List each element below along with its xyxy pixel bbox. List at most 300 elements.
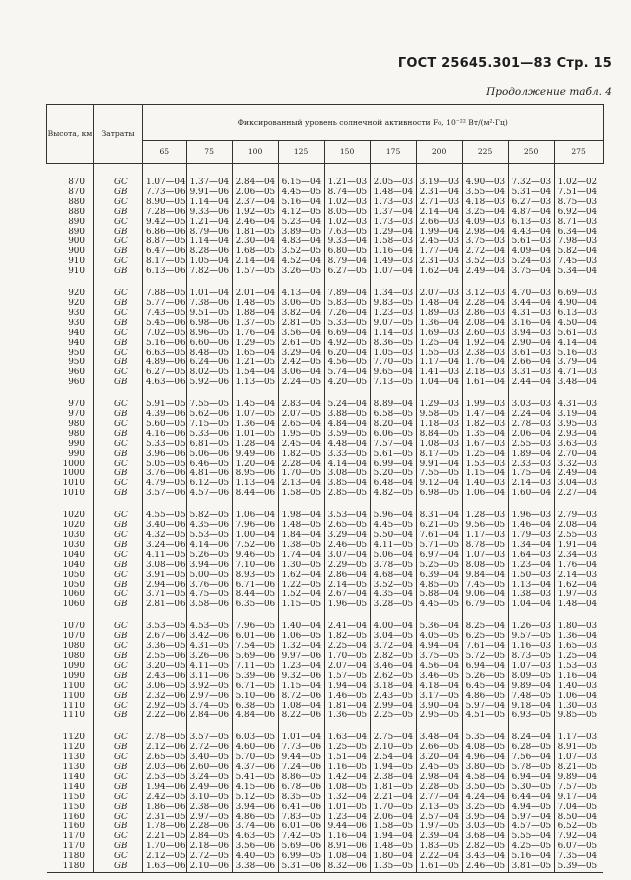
- value-cell: 3.40—05: [186, 753, 232, 763]
- value-cell: 4.31—03: [554, 400, 603, 410]
- value-cell: 4.45—05: [416, 600, 462, 610]
- value-cell: 6.47—06: [143, 247, 187, 257]
- value-cell: 3.40—06: [143, 521, 187, 531]
- value-cell: 2.14—03: [508, 479, 554, 489]
- value-cell: 5.16—03: [554, 349, 603, 359]
- altitude-cell: 1010: [62, 479, 85, 489]
- value-cell: 3.52—03: [462, 257, 508, 267]
- cost-cell: GC: [94, 551, 143, 561]
- value-cell: 3.18—04: [370, 682, 416, 692]
- value-cell: 3.33—05: [324, 450, 370, 460]
- value-cell: 4.51—05: [462, 711, 508, 721]
- altitude-cell: 940: [68, 328, 85, 338]
- value-cell: 4.53—05: [186, 622, 232, 632]
- value-cell: 1.06—04: [462, 489, 508, 499]
- value-cell: 3.44—04: [508, 299, 554, 309]
- value-cell: 2.14—05: [324, 581, 370, 591]
- value-cell: 1.29—05: [232, 339, 278, 349]
- value-cell: 6.97—04: [416, 551, 462, 561]
- value-cell: 2.55—03: [508, 440, 554, 450]
- value-cell: 4.25—05: [508, 842, 554, 852]
- value-cell: 1.62—04: [554, 581, 603, 591]
- value-cell: 1.67—03: [462, 440, 508, 450]
- table-row: [47, 329, 604, 339]
- value-cell: 3.94—06: [186, 561, 232, 571]
- value-cell: 3.29—04: [278, 349, 324, 359]
- value-cell: 1.40—04: [278, 622, 324, 632]
- value-cell: 2.28—04: [462, 299, 508, 309]
- value-cell: 1.26—03: [508, 622, 554, 632]
- table-row: [47, 368, 604, 378]
- value-cell: 8.73—05: [508, 652, 554, 662]
- value-cell: 1.04—04: [508, 600, 554, 610]
- value-cell: 2.70—04: [554, 450, 603, 460]
- value-cell: 4.13—04: [278, 289, 324, 299]
- value-cell: 6.27—03: [508, 198, 554, 208]
- value-cell: 8.79—04: [324, 257, 370, 267]
- value-cell: 7.92—04: [554, 832, 603, 842]
- altitude-cell: 1050: [62, 580, 85, 590]
- value-cell: 1.21—05: [232, 358, 278, 368]
- value-cell: 1.94—06: [143, 783, 187, 793]
- cost-cell: GB: [94, 410, 143, 420]
- value-cell: 1.70—06: [143, 842, 187, 852]
- altitude-cell: 980: [68, 419, 85, 429]
- value-cell: 4.15—06: [232, 783, 278, 793]
- value-cell: 4.31—05: [186, 642, 232, 652]
- value-cell: 3.31—03: [508, 368, 554, 378]
- value-cell: 2.43—06: [143, 672, 187, 682]
- value-cell: 1.48—04: [554, 600, 603, 610]
- value-cell: 5.24—04: [324, 400, 370, 410]
- table-row: [47, 489, 604, 499]
- value-cell: 1.13—04: [232, 479, 278, 489]
- table-row: [47, 257, 604, 267]
- flux-level-header: 125: [278, 141, 324, 164]
- value-cell: 2.98—04: [462, 228, 508, 238]
- value-cell: 1.91—04: [554, 541, 603, 551]
- value-cell: 7.96—05: [232, 622, 278, 632]
- flux-level-header: 175: [370, 141, 416, 164]
- value-cell: 4.35—06: [186, 521, 232, 531]
- value-cell: 2.21—05: [143, 832, 187, 842]
- value-cell: 5.16—06: [143, 339, 187, 349]
- value-cell: 3.24—06: [143, 541, 187, 551]
- value-cell: 3.56—06: [232, 842, 278, 852]
- cost-cell: GB: [94, 299, 143, 309]
- value-cell: 1.06—04: [232, 511, 278, 521]
- value-cell: 2.78—03: [508, 420, 554, 430]
- value-cell: 3.75—03: [462, 237, 508, 247]
- value-cell: 5.33—05: [324, 319, 370, 329]
- value-cell: 2.93—04: [554, 430, 603, 440]
- altitude-cell: 990: [68, 439, 85, 449]
- value-cell: 1.02—03: [324, 198, 370, 208]
- value-cell: 2.81—05: [278, 319, 324, 329]
- value-cell: 1.23—04: [278, 662, 324, 672]
- altitude-cell: 910: [68, 267, 85, 277]
- value-cell: 1.77—04: [416, 247, 462, 257]
- value-cell: 4.11—05: [370, 541, 416, 551]
- value-cell: 3.19—04: [554, 410, 603, 420]
- cost-cell: GC: [94, 460, 143, 470]
- value-cell: 7.52—06: [232, 541, 278, 551]
- cost-cell: GB: [94, 672, 143, 682]
- cost-cell: GB: [94, 541, 143, 551]
- cost-cell: GB: [94, 247, 143, 257]
- table-row: [47, 339, 604, 349]
- value-cell: 2.28—05: [416, 783, 462, 793]
- value-cell: 1.55—03: [416, 349, 462, 359]
- value-cell: 4.35—04: [370, 590, 416, 600]
- value-cell: 1.02—02: [554, 178, 603, 188]
- value-cell: 2.07—04: [324, 662, 370, 672]
- value-cell: 2.30—04: [232, 237, 278, 247]
- cost-cell: GB: [94, 652, 143, 662]
- value-cell: 7.70—05: [370, 358, 416, 368]
- value-cell: 2.29—05: [324, 561, 370, 571]
- value-cell: 3.75—05: [416, 652, 462, 662]
- value-cell: 7.63—05: [324, 228, 370, 238]
- value-cell: 3.03—05: [462, 822, 508, 832]
- altitude-cell: 1140: [62, 782, 85, 792]
- table-row: [47, 511, 604, 521]
- altitude-cell: 900: [68, 237, 85, 247]
- cost-cell: GB: [94, 450, 143, 460]
- value-cell: 3.24—05: [186, 773, 232, 783]
- value-cell: 1.36—04: [232, 420, 278, 430]
- value-cell: 8.75—03: [554, 198, 603, 208]
- value-cell: 6.34—04: [554, 228, 603, 238]
- table-row: [47, 218, 604, 228]
- value-cell: 2.49—04: [462, 267, 508, 277]
- value-cell: 2.79—03: [554, 511, 603, 521]
- value-cell: 6.12—05: [186, 479, 232, 489]
- value-cell: 2.98—04: [416, 773, 462, 783]
- value-cell: 4.55—05: [143, 511, 187, 521]
- altitude-cell: 1100: [62, 681, 85, 691]
- value-cell: 6.38—05: [232, 702, 278, 712]
- value-cell: 3.03—03: [508, 400, 554, 410]
- value-cell: 1.80—04: [370, 852, 416, 862]
- altitude-cell: 920: [68, 289, 85, 299]
- altitude-cell: 870: [68, 187, 85, 197]
- value-cell: 3.43—04: [462, 852, 508, 862]
- altitude-cell: 1030: [62, 531, 85, 540]
- value-cell: 5.12—05: [232, 793, 278, 803]
- value-cell: 3.16—04: [508, 319, 554, 329]
- cost-cell: GB: [94, 822, 143, 832]
- value-cell: 1.15—04: [278, 682, 324, 692]
- value-cell: 2.12—05: [143, 852, 187, 862]
- value-cell: 8.25—04: [462, 622, 508, 632]
- value-cell: 4.84—04: [324, 420, 370, 430]
- value-cell: 6.07—05: [554, 842, 603, 852]
- value-cell: 5.16—04: [278, 198, 324, 208]
- value-cell: 1.68—05: [232, 247, 278, 257]
- value-cell: 7.55—05: [416, 469, 462, 479]
- value-cell: 1.36—04: [416, 319, 462, 329]
- value-cell: 1.51—04: [324, 753, 370, 763]
- value-cell: 5.55—04: [508, 832, 554, 842]
- table-row: [47, 430, 604, 440]
- value-cell: 2.53—05: [143, 773, 187, 783]
- value-cell: 5.36—04: [416, 622, 462, 632]
- value-cell: 2.42—05: [143, 793, 187, 803]
- cost-cell: GB: [94, 228, 143, 238]
- value-cell: 3.79—04: [554, 358, 603, 368]
- value-cell: 8.79—06: [186, 228, 232, 238]
- value-cell: 6.35—06: [232, 600, 278, 610]
- value-cell: 1.35—04: [462, 430, 508, 440]
- value-cell: 8.72—06: [278, 692, 324, 702]
- value-cell: 3.55—04: [462, 188, 508, 198]
- table-row: [47, 571, 604, 581]
- altitude-cell: 1130: [62, 763, 85, 773]
- value-cell: 1.54—04: [232, 368, 278, 378]
- value-cell: 6.39—04: [416, 571, 462, 581]
- value-cell: 3.20—05: [143, 662, 187, 672]
- value-cell: 2.07—03: [416, 289, 462, 299]
- value-cell: 4.32—05: [143, 531, 187, 541]
- altitude-cell: 960: [68, 378, 85, 388]
- altitude-cell: 960: [68, 368, 85, 378]
- value-cell: 8.24—04: [508, 733, 554, 743]
- value-cell: 7.57—05: [554, 783, 603, 793]
- value-cell: 3.04—03: [554, 479, 603, 489]
- value-cell: 5.82—04: [554, 247, 603, 257]
- table-row: [47, 208, 604, 218]
- value-cell: 1.36—04: [554, 632, 603, 642]
- value-cell: 5.45—06: [143, 319, 187, 329]
- altitude-cell: 1180: [62, 852, 85, 862]
- value-cell: 4.00—04: [370, 622, 416, 632]
- value-cell: 1.60—04: [508, 489, 554, 499]
- value-cell: 7.13—05: [370, 378, 416, 388]
- value-cell: 7.61—04: [462, 642, 508, 652]
- value-cell: 4.58—04: [462, 773, 508, 783]
- cost-cell: GB: [94, 430, 143, 440]
- group-spacer: [47, 499, 604, 511]
- value-cell: 1.06—05: [278, 632, 324, 642]
- value-cell: 4.79—05: [143, 479, 187, 489]
- value-cell: 8.02—05: [186, 368, 232, 378]
- value-cell: 5.96—04: [370, 511, 416, 521]
- value-cell: 1.46—04: [508, 521, 554, 531]
- value-cell: 2.49—06: [186, 783, 232, 793]
- value-cell: 1.16—03: [508, 642, 554, 652]
- altitude-cell: 910: [68, 257, 85, 267]
- value-cell: 3.80—05: [462, 763, 508, 773]
- value-cell: 4.86—05: [232, 813, 278, 823]
- cost-cell: GB: [94, 489, 143, 499]
- value-cell: 7.15—05: [186, 420, 232, 430]
- table-row: [47, 228, 604, 238]
- value-cell: 2.62—05: [370, 672, 416, 682]
- value-cell: 2.86—04: [324, 571, 370, 581]
- table-row: [47, 862, 604, 872]
- value-cell: 4.96—04: [462, 753, 508, 763]
- value-cell: 2.61—05: [278, 339, 324, 349]
- value-cell: 1.38—05: [278, 541, 324, 551]
- value-cell: 9.58—05: [416, 410, 462, 420]
- value-cell: 5.60—05: [143, 420, 187, 430]
- value-cell: 1.15—04: [462, 469, 508, 479]
- flux-level-header: 250: [508, 141, 554, 164]
- value-cell: 8.08—05: [462, 561, 508, 571]
- cost-cell: GC: [94, 178, 143, 188]
- value-cell: 2.71—03: [416, 198, 462, 208]
- cost-cell: GC: [94, 622, 143, 632]
- table-row: [47, 299, 604, 309]
- value-cell: 1.06—04: [554, 692, 603, 702]
- value-cell: 1.14—03: [370, 329, 416, 339]
- value-cell: 1.04—04: [416, 378, 462, 388]
- table-row: [47, 822, 604, 832]
- value-cell: 8.20—04: [370, 420, 416, 430]
- value-cell: 1.01—04: [278, 733, 324, 743]
- value-cell: 5.97—04: [508, 813, 554, 823]
- value-cell: 3.08—05: [324, 469, 370, 479]
- value-cell: 3.59—05: [324, 430, 370, 440]
- cost-cell: GB: [94, 339, 143, 349]
- value-cell: 1.01—05: [232, 430, 278, 440]
- value-cell: 1.65—04: [232, 349, 278, 359]
- table-row: [47, 652, 604, 662]
- value-cell: 4.89—06: [143, 358, 187, 368]
- value-cell: 2.06—05: [232, 188, 278, 198]
- value-cell: 9.83—05: [370, 299, 416, 309]
- value-cell: 1.14—04: [186, 198, 232, 208]
- value-cell: 2.54—04: [370, 753, 416, 763]
- value-cell: 2.14—03: [554, 571, 603, 581]
- value-cell: 2.75—04: [370, 733, 416, 743]
- value-cell: 7.04—05: [554, 803, 603, 813]
- value-cell: 1.02—03: [324, 218, 370, 228]
- value-cell: 2.01—04: [232, 289, 278, 299]
- value-cell: 9.49—06: [232, 450, 278, 460]
- value-cell: 8.28—06: [186, 247, 232, 257]
- table-row: [47, 692, 604, 702]
- value-cell: 4.94—05: [508, 803, 554, 813]
- value-cell: 3.75—04: [508, 267, 554, 277]
- value-cell: 1.75—04: [508, 469, 554, 479]
- value-cell: 2.08—04: [554, 521, 603, 531]
- table-row: [47, 319, 604, 329]
- value-cell: 2.10—05: [370, 743, 416, 753]
- value-cell: 1.81—05: [370, 783, 416, 793]
- table-row: [47, 450, 604, 460]
- value-cell: 2.55—06: [143, 652, 187, 662]
- value-cell: 5.35—04: [462, 733, 508, 743]
- value-cell: 6.86—06: [143, 228, 187, 238]
- value-cell: 7.45—05: [462, 581, 508, 591]
- value-cell: 1.84—04: [278, 531, 324, 541]
- flux-level-header: 275: [554, 141, 603, 164]
- altitude-cell: 930: [68, 318, 85, 328]
- value-cell: 7.89—04: [324, 289, 370, 299]
- cost-cell: GC: [94, 531, 143, 541]
- table-row: [47, 783, 604, 793]
- value-cell: 2.99—04: [370, 702, 416, 712]
- value-cell: 1.23—04: [324, 813, 370, 823]
- value-cell: 7.56—04: [508, 753, 554, 763]
- value-cell: 1.41—03: [416, 368, 462, 378]
- value-cell: 2.34—03: [554, 551, 603, 561]
- cost-cell: GC: [94, 440, 143, 450]
- value-cell: 1.79—03: [508, 531, 554, 541]
- value-cell: 5.10—06: [232, 692, 278, 702]
- altitude-cell: 1010: [62, 489, 85, 499]
- altitude-cell: 890: [68, 227, 85, 237]
- value-cell: 7.73—06: [278, 743, 324, 753]
- altitude-cell: 970: [68, 410, 85, 420]
- cost-cell: GB: [94, 862, 143, 872]
- value-cell: 2.83—04: [278, 400, 324, 410]
- value-cell: 2.92—05: [143, 702, 187, 712]
- altitude-cell: 880: [68, 207, 85, 217]
- value-cell: 1.76—04: [554, 561, 603, 571]
- value-cell: 8.31—04: [416, 511, 462, 521]
- cost-cell: GB: [94, 267, 143, 277]
- value-cell: 9.42—05: [143, 218, 187, 228]
- table-row: [47, 178, 604, 188]
- value-cell: 1.22—05: [278, 581, 324, 591]
- value-cell: 1.07—05: [232, 410, 278, 420]
- value-cell: 8.09—05: [508, 672, 554, 682]
- altitude-cell: 1080: [62, 642, 85, 652]
- cost-cell: GC: [94, 329, 143, 339]
- cost-cell: GC: [94, 218, 143, 228]
- value-cell: 1.50—03: [508, 571, 554, 581]
- header-flux-level: Фиксированный уровень солнечной активности F₀, 10⁻²² Вт/(м²·Гц): [143, 105, 604, 141]
- value-cell: 1.23—03: [370, 309, 416, 319]
- altitude-cell: 1150: [62, 792, 85, 802]
- value-cell: 3.29—04: [324, 531, 370, 541]
- value-cell: 6.98—06: [186, 319, 232, 329]
- value-cell: 1.46—05: [324, 692, 370, 702]
- value-cell: 6.21—05: [416, 521, 462, 531]
- value-cell: 2.82—05: [462, 842, 508, 852]
- value-cell: 7.55—05: [186, 400, 232, 410]
- altitude-cell: 920: [68, 298, 85, 308]
- value-cell: 6.46—05: [186, 460, 232, 470]
- value-cell: 6.69—04: [324, 329, 370, 339]
- value-cell: 6.99—05: [278, 852, 324, 862]
- value-cell: 3.46—05: [416, 672, 462, 682]
- value-cell: 9.51—05: [186, 309, 232, 319]
- altitude-cell: 1040: [62, 560, 85, 570]
- value-cell: 3.19—03: [416, 178, 462, 188]
- table-row: [47, 702, 604, 712]
- table-row: [47, 400, 604, 410]
- value-cell: 1.97—03: [554, 590, 603, 600]
- cost-cell: GB: [94, 763, 143, 773]
- value-cell: 1.98—04: [278, 511, 324, 521]
- value-cell: 8.44—06: [232, 489, 278, 499]
- value-cell: 2.46—05: [462, 862, 508, 872]
- value-cell: 3.85—04: [324, 479, 370, 489]
- value-cell: 5.88—04: [416, 590, 462, 600]
- value-cell: 4.56—05: [324, 358, 370, 368]
- cost-cell: GB: [94, 319, 143, 329]
- table-row: [47, 672, 604, 682]
- value-cell: 1.37—04: [370, 208, 416, 218]
- value-cell: 5.20—05: [370, 469, 416, 479]
- cost-cell: GC: [94, 237, 143, 247]
- value-cell: 3.58—06: [186, 600, 232, 610]
- value-cell: 5.00—05: [186, 571, 232, 581]
